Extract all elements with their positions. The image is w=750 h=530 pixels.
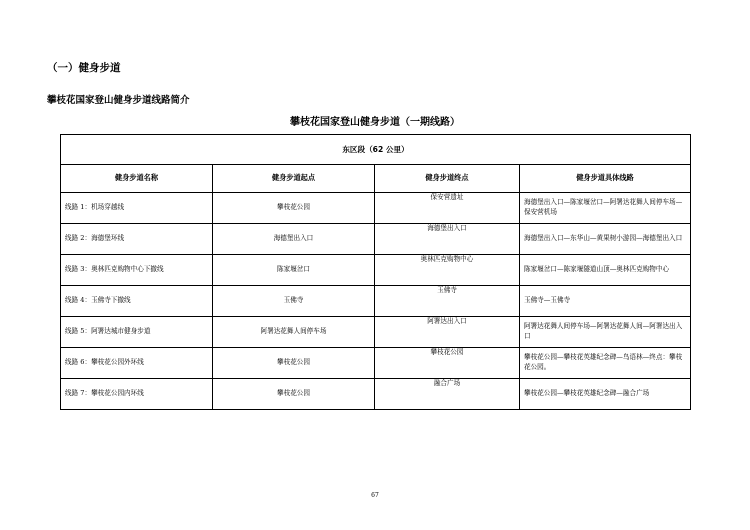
route-end: 奥林匹克购物中心 bbox=[375, 255, 520, 286]
route-start: 攀枝花公园 bbox=[213, 348, 375, 379]
route-path: 陈家堰岔口—陈家堰隧道山顶—奥林匹克购物中心 bbox=[520, 255, 691, 286]
route-start: 攀枝花公园 bbox=[213, 193, 375, 224]
route-end: 融合广场 bbox=[375, 379, 520, 410]
section-heading: （一）健身步道 bbox=[47, 62, 121, 74]
route-name: 线路 6：攀枝花公园外环线 bbox=[61, 348, 213, 379]
routes-table bbox=[60, 134, 691, 410]
table-row bbox=[61, 348, 691, 379]
table-row bbox=[61, 317, 691, 348]
route-end: 海德堡出入口 bbox=[375, 224, 520, 255]
route-start: 攀枝花公园 bbox=[213, 379, 375, 410]
page-number: 67 bbox=[371, 492, 379, 499]
route-path: 玉佛寺—玉佛寺 bbox=[520, 286, 691, 317]
table-title: 攀枝花国家登山健身步道（一期线路） bbox=[290, 117, 460, 128]
header-path: 健身步道具体线路 bbox=[520, 165, 691, 193]
route-end: 保安营遗址 bbox=[375, 193, 520, 224]
table-row bbox=[61, 379, 691, 410]
route-end: 攀枝花公园 bbox=[375, 348, 520, 379]
route-path: 海德堡出入口—东华山—黄果树小游园—海德堡出入口 bbox=[520, 224, 691, 255]
route-name: 线路 1：机场穿越线 bbox=[61, 193, 213, 224]
route-name: 线路 2：海德堡环线 bbox=[61, 224, 213, 255]
route-start: 陈家堰岔口 bbox=[213, 255, 375, 286]
route-start: 海德堡出入口 bbox=[213, 224, 375, 255]
table-row bbox=[61, 224, 691, 255]
table-row bbox=[61, 286, 691, 317]
table-row bbox=[61, 193, 691, 224]
section-row bbox=[61, 135, 691, 165]
route-name: 线路 5：阿署达城市健身步道 bbox=[61, 317, 213, 348]
route-path: 攀枝花公园—攀枝花英雄纪念碑—鸟语林—终点：攀枝花公园。 bbox=[520, 348, 691, 379]
section-cell: 东区段（62 公里） bbox=[61, 135, 691, 165]
subheading: 攀枝花国家登山健身步道线路简介 bbox=[47, 95, 190, 106]
route-name: 线路 4：玉佛寺下撤线 bbox=[61, 286, 213, 317]
header-row bbox=[61, 165, 691, 193]
route-start: 阿署达花舞人间停车场 bbox=[213, 317, 375, 348]
route-end: 阿署达出入口 bbox=[375, 317, 520, 348]
route-end: 玉佛寺 bbox=[375, 286, 520, 317]
header-end: 健身步道终点 bbox=[375, 165, 520, 193]
route-name: 线路 3：奥林匹克购物中心下撤线 bbox=[61, 255, 213, 286]
header-start: 健身步道起点 bbox=[213, 165, 375, 193]
route-path: 攀枝花公园—攀枝花英雄纪念碑—融合广场 bbox=[520, 379, 691, 410]
route-path: 海德堡出入口—陈家堰岔口—阿署达花舞人间停车场—保安营机场 bbox=[520, 193, 691, 224]
route-path: 阿署达花舞人间停车场—阿署达花舞人间—阿署达出入口 bbox=[520, 317, 691, 348]
route-name: 线路 7：攀枝花公园内环线 bbox=[61, 379, 213, 410]
header-name: 健身步道名称 bbox=[61, 165, 213, 193]
route-start: 玉佛寺 bbox=[213, 286, 375, 317]
table-row bbox=[61, 255, 691, 286]
